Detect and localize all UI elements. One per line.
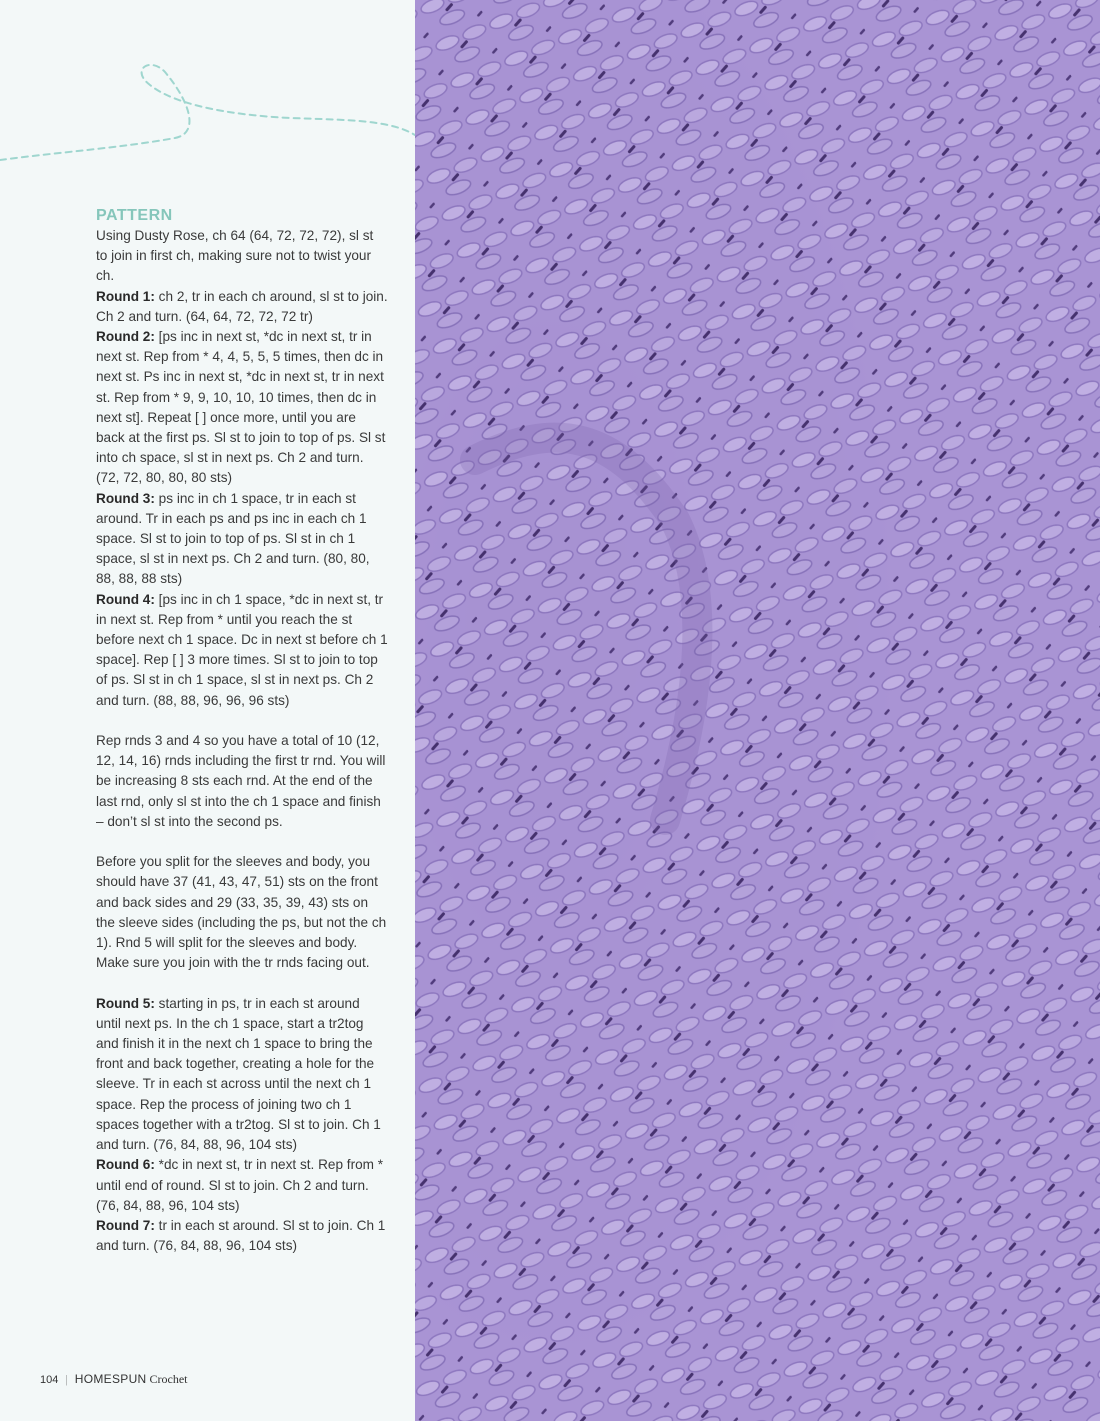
intro-paragraph: Using Dusty Rose, ch 64 (64, 72, 72, 72), sl st to join in first ch, making sure not to twist your ch. xyxy=(96,228,374,284)
magazine-suffix: Crochet xyxy=(149,1372,188,1386)
yarn-texture-image xyxy=(415,0,1100,1421)
round-1: Round 1: ch 2, tr in each ch around, sl st to join. Ch 2 and turn. (64, 64, 72, 72, 72 tr) xyxy=(96,288,388,324)
text-column xyxy=(0,0,415,1421)
crochet-texture-photo xyxy=(415,0,1100,1421)
page-number: 104 xyxy=(40,1374,59,1386)
round-7: Round 7: tr in each st around. Sl st to join. Ch 1 and turn. (76, 84, 88, 96, 104 sts) xyxy=(96,1217,386,1254)
repeat-paragraph: Rep rnds 3 and 4 so you have a total of 10 (12, 12, 14, 16) rnds including the first tr rnd. You will be increasing 8 sts each rnd. At the end of the last rnd, only sl st into the ch 1 space and finish – don’t sl st into the second ps. xyxy=(96,733,386,829)
round-4: Round 4: [ps inc in ch 1 space, *dc in next st, tr in next st. Rep from * until you reach the st before next ch 1 space. Dc in next st before ch 1 space]. Rep [ ] 3 more times. Sl st to join to top of ps. Sl st in ch 1 space, sl st in next ps. Ch 2 and turn. (88, 88, 96, 96, 96 sts) xyxy=(96,591,388,708)
round-3: Round 3: ps inc in ch 1 space, tr in each st around. Tr in each ps and ps inc in each ch 1 space. Sl st to join to top of ps. Sl st in ch 1 space, sl st in next ps. Ch 2 and turn. (80, 80, 88, 88, 88 sts) xyxy=(96,490,370,587)
footer-separator: | xyxy=(65,1372,68,1386)
split-paragraph: Before you split for the sleeves and body, you should have 37 (41, 43, 47, 51) sts on the front and back sides and 29 (33, 35, 39, 43) sts on the sleeve sides (including the ps, but not the ch 1). Rnd 5 will split for the sleeves and body. Make sure you join with the tr rnds facing out. xyxy=(96,854,387,971)
page-footer xyxy=(40,1372,188,1387)
pattern-heading: PATTERN xyxy=(96,207,173,224)
round-5: Round 5: starting in ps, tr in each st around until next ps. In the ch 1 space, start a tr2tog and finish it in the next ch 1 space to bring the front and back together, creating a hole for the sleeve. Tr in each st across until the next ch 1 space. Rep the process of joining two ch 1 spaces together with a tr2tog. Sl st to join. Ch 1 and turn. (76, 84, 88, 96, 104 sts) xyxy=(96,995,381,1153)
dashed-thread-decoration xyxy=(0,60,415,170)
round-2: Round 2: [ps inc in next st, *dc in next st, tr in next st. Rep from * 4, 4, 5, 5, 5 times, then dc in next st. Ps inc in next st, *dc in next st, tr in next st. Rep from * 9, 9, 10, 10, 10 times, then dc in next st]. Repeat [ ] once more, until you are back at the first ps. Sl st to join to top of ps. Sl st into ch space, sl st in next ps. Ch 2 and turn. (72, 72, 80, 80, 80 sts) xyxy=(96,329,386,486)
pattern-text xyxy=(96,206,388,1256)
round-6: Round 6: *dc in next st, tr in next st. Rep from * until end of round. Sl st to join. Ch 2 and turn. (76, 84, 88, 96, 104 sts) xyxy=(96,1157,384,1213)
magazine-name: HOMESPUN xyxy=(74,1372,147,1386)
